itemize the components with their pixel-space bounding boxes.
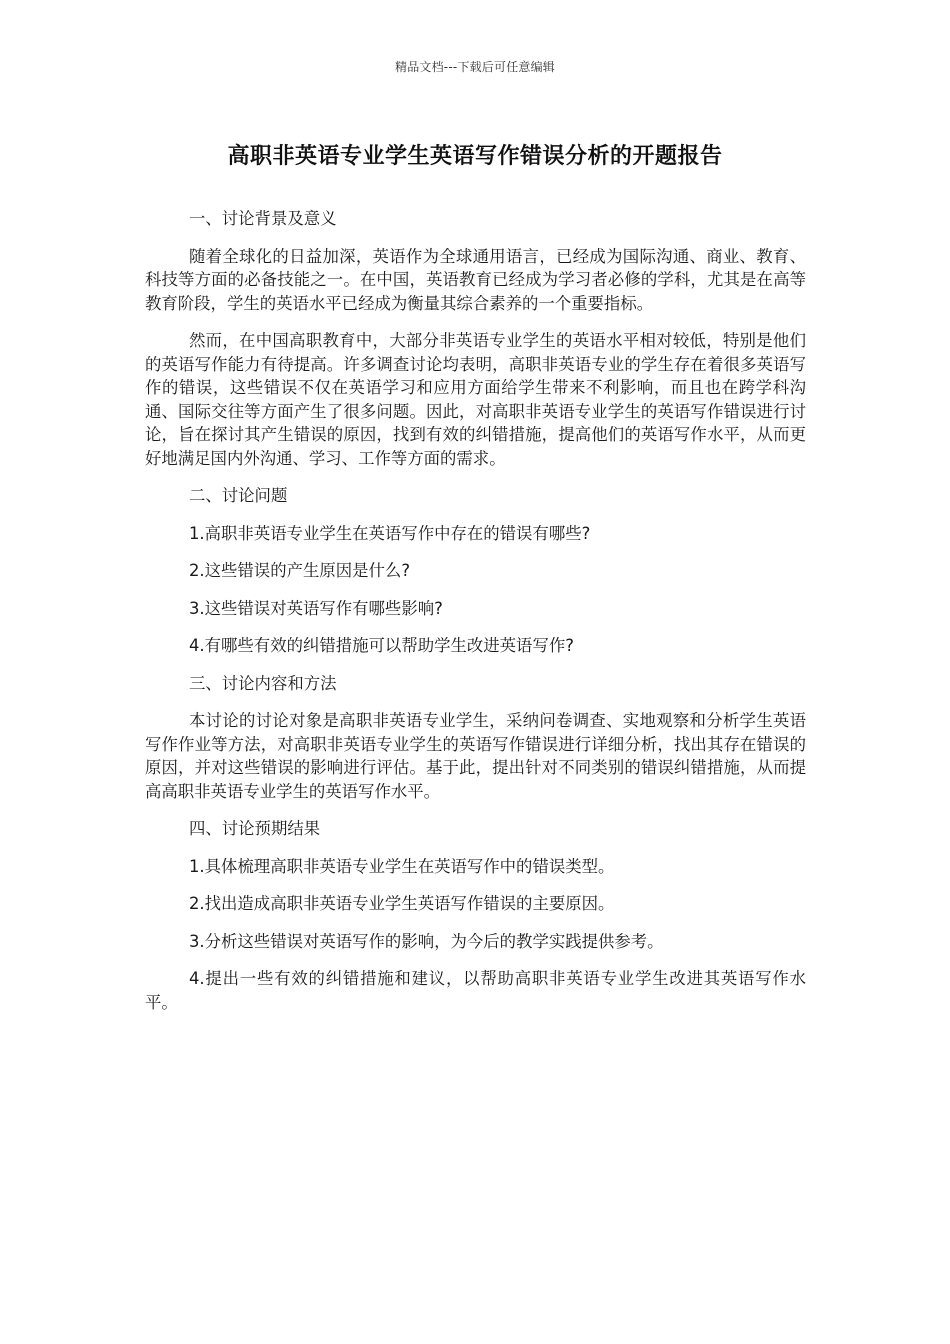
paragraph-background-2: 然而，在中国高职教育中，大部分非英语专业学生的英语水平相对较低，特别是他们的英语写作能力有待提高。许多调查讨论均表明，高职非英语专业的学生存在着很多英语写作的错误，这些错误不仅在英语学习和应用方面给学生带来不利影响，而且也在跨学科沟通、国际交往等方面产生了很多问题。因此，对高职非英语专业学生的英语写作错误进行讨论，旨在探讨其产生错误的原因，找到有效的纠错措施，提高他们的英语写作水平，从而更好地满足国内外沟通、学习、工作等方面的需求。 bbox=[145, 331, 806, 468]
question-item-2: 2.这些错误的产生原因是什么? bbox=[189, 561, 411, 580]
question-item-4: 4.有哪些有效的纠错措施可以帮助学生改进英语写作? bbox=[189, 636, 574, 655]
result-item-1: 1.具体梳理高职非英语专业学生在英语写作中的错误类型。 bbox=[189, 856, 615, 876]
result-item-4: 4.提出一些有效的纠错措施和建议，以帮助高职非英语专业学生改进其英语写作水平。 bbox=[145, 969, 806, 1012]
section-heading-background: 一、讨论背景及意义 bbox=[189, 209, 337, 228]
section-heading-questions: 二、讨论问题 bbox=[189, 486, 288, 505]
document-title: 高职非英语专业学生英语写作错误分析的开题报告 bbox=[227, 144, 723, 169]
question-item-3: 3.这些错误对英语写作有哪些影响? bbox=[189, 598, 443, 618]
result-item-3: 3.分析这些错误对英语写作的影响，为今后的教学实践提供参考。 bbox=[189, 931, 664, 951]
section-heading-methods: 三、讨论内容和方法 bbox=[189, 673, 337, 693]
header-note: 精品文档---下载后可任意编辑 bbox=[395, 60, 555, 74]
result-item-2: 2.找出造成高职非英语专业学生英语写作错误的主要原因。 bbox=[189, 894, 615, 913]
paragraph-methods: 本讨论的讨论对象是高职非英语专业学生，采纳问卷调查、实地观察和分析学生英语写作作业等方法，对高职非英语专业学生的英语写作错误进行详细分析，找出其存在错误的原因，并对这些错误的影响进行评估。基于此，提出针对不同类别的错误纠错措施，从而提高高职非英语专业学生的英语写作水平。 bbox=[145, 711, 806, 801]
section-heading-expected-results: 四、讨论预期结果 bbox=[189, 819, 321, 838]
document-body bbox=[145, 207, 806, 1028]
paragraph-background-1: 随着全球化的日益加深，英语作为全球通用语言，已经成为国际沟通、商业、教育、科技等方面的必备技能之一。在中国，英语教育已经成为学习者必修的学科，尤其是在高等教育阶段，学生的英语水平已经成为衡量其综合素养的一个重要指标。 bbox=[145, 246, 806, 313]
question-item-1: 1.高职非英语专业学生在英语写作中存在的错误有哪些? bbox=[189, 523, 591, 543]
